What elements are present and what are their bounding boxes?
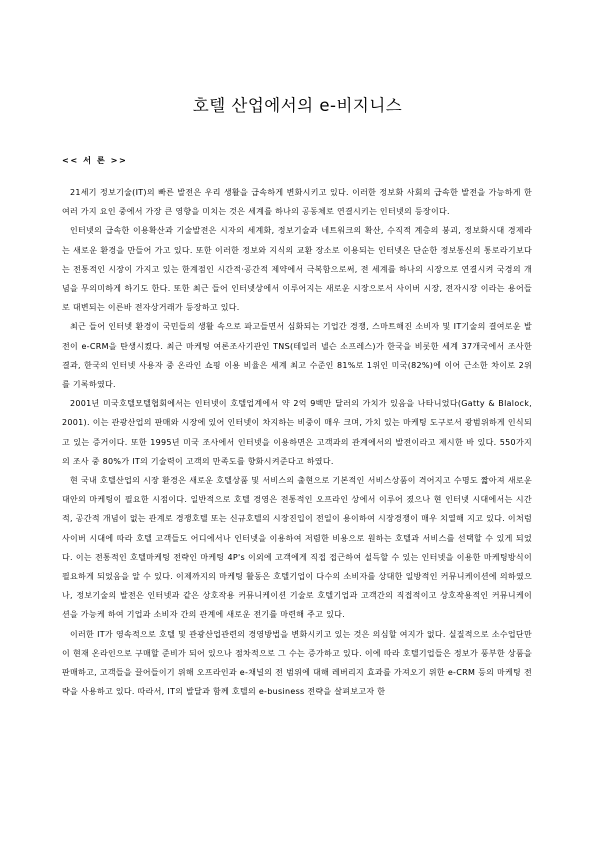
document-body <box>62 183 532 701</box>
paragraph: 현 국내 호텔산업의 시장 환경은 새로운 호텔상품 및 서비스의 출현으로 기본적인 서비스상품이 격어지고 수명도 짧아져 새로운 대안의 마케팅이 필요한 시점이다. 일반적으로 호텔 경영은 전통적인 오프라인 상에서 이루어 졌으나 현 인터넷 시대에서는 시간적, 공간적 개념이 없는 관계로 경쟁호텔 또는 신규호텔의 시장진입이 전일이 용이하여 시장경쟁이 매우 치열해 지고 있다. 이처럼 사이버 시대에 따라 호텔 고객들도 어디에서나 인터넷을 이용하여 저렴한 비용으로 원하는 호텔과 서비스를 선택할 수 있게 되었다. 이는 전통적인 호텔마케팅 전략인 마케팅 4P's 이외에 고객에게 직접 접근하여 설득할 수 있는 인터넷을 이용한 마케팅방식이 필요하게 되었음을 알 수 있다. 이제까지의 마케팅 활동은 호텔기업이 다수의 소비자를 상대한 일방적인 커뮤니케이션에 의하였으나, 정보기술의 발전은 인터넷과 같은 상호작용 커뮤니케이션 기술로 호텔기업과 고객간의 직접적이고 상호작용적인 커뮤니케이션을 가능케 하여 기업과 소비자 간의 관계에 새로운 전기를 마련해 주고 있다. <box>62 476 532 620</box>
document-title: 호텔 산업에서의 e-비지니스 <box>192 96 403 115</box>
section-heading: << 서 론 >> <box>62 155 128 165</box>
paragraph: 최근 들어 인터넷 환경이 국민들의 생활 속으로 파고들면서 심화되는 기업간 경쟁, 스마트해진 소비자 및 IT기술의 결여로운 발전이 e-CRM을 탄생시켰다. 최근 마케팅 여론조사기관인 TNS(테일러 넬슨 소프레스)가 한국을 비롯한 세계 37개국에서 조사한 결과, 한국의 인터넷 사용자 중 온라인 쇼핑 이용 비율은 세계 최고 수준인 81%로 1위인 미국(82%)에 이어 근소한 차이로 2위를 기록하였다. <box>62 322 532 390</box>
paragraph: 인터넷의 급속한 이용확산과 기술발전은 시자의 세계화, 정보기술과 네트워크의 확산, 수직적 계층의 붕괴, 정보화시대 경제라는 새로운 환경을 만들어 가고 있다. 또한 이러한 정보와 지식의 교환 장소로 이용되는 인터넷은 단순한 정보통신의 통로라기보다는 전통적인 시장이 가지고 있는 한계점인 시간적·공간적 제약에서 극복함으로써, 전 세계를 하나의 시장으로 연결시켜 국경의 개념을 무의미하게 하기도 한다. 또한 최근 들어 인터넷상에서 이루어지는 새로운 시장으로서 사이버 시장, 전자시장 이라는 용어들로 대변되는 이른바 전자상거래가 등장하고 있다. <box>62 226 532 313</box>
paragraph: 2001년 미국호텔모텔협회에서는 인터넷이 호텔업계에서 약 2억 9백만 달러의 가치가 있음을 나타니었다(Gatty & Blalock, 2001). 이는 관광산업의 판매와 시장에 있어 인터넷이 차지하는 비중이 매우 크며, 가치 있는 마케팅 도구로서 광범위하게 인식되고 있는 증거이다. 또한 1995년 미국 조사에서 인터넷을 이용하면은 고객과의 관계에서의 발전이라고 제시한 바 있다. 550가지의 조사 중 80%가 IT의 기술력이 고객의 만족도를 향화시켜준다고 하였다. <box>62 399 532 466</box>
paragraph: 이러한 IT가 영속적으로 호텔 및 관광산업관련의 경영방법을 변화시키고 있는 것은 의심할 여지가 없다. 실질적으로 소수업단만이 현재 온라인으로 구매할 준비가 되어 있으나 점차적으로 그 수는 증가하고 있다. 이에 따라 호텔기업들은 정보가 풍부한 상품을 판매하고, 고객들을 끌어들이기 위해 오프라인과 e-채널의 전 범위에 대해 레버리지 효과를 가져오기 위한 e-CRM 등의 마케팅 전략을 사용하고 있다. 따라서, IT의 발달과 함께 호텔의 e-business 전략을 살펴보고자 한 <box>62 629 532 697</box>
paragraph: 21세기 정보기술(IT)의 빠른 발전은 우리 생활을 급속하게 변화시키고 있다. 이러한 정보화 사회의 급속한 발전을 가능하게 한 여러 가지 요인 중에서 가장 큰 영향을 미치는 것은 세계를 하나의 공동체로 연결시키는 인터넷의 등장이다. <box>62 188 532 217</box>
